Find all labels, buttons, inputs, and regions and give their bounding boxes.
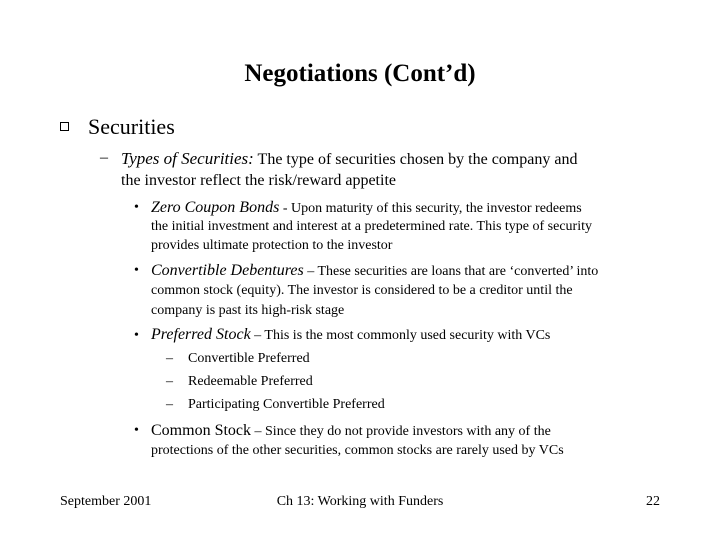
bullet-common-line2: protections of the other securities, common stocks are rarely used by VCs <box>151 443 564 458</box>
bullet-preferred-line1 <box>151 326 550 344</box>
bullet-dot-icon: • <box>134 263 139 278</box>
bullet-desc: This is the most commonly used security with VCs <box>264 328 551 343</box>
bullet-term: Preferred Stock <box>151 326 251 343</box>
bullet-common-line1 <box>151 422 551 440</box>
bullet-dot-icon: • <box>134 200 139 215</box>
footer-chapter: Ch 13: Working with Funders <box>276 494 444 509</box>
level2-line1 <box>121 149 577 169</box>
bullet-desc: These securities are loans that are ‘converted’ into <box>317 264 599 279</box>
bullet-desc: Upon maturity of this security, the investor redeems <box>290 201 582 216</box>
bullet-term: Common Stock <box>151 422 252 439</box>
bullet-separator: – <box>303 264 318 279</box>
bullet-desc: Since they do not provide investors with any of the <box>265 424 551 439</box>
bullet-debentures-line3: company is past its high-risk stage <box>151 303 345 318</box>
level2-desc-line2: the investor reflect the risk/reward appetite <box>121 172 396 189</box>
bullet-separator: – <box>250 328 265 343</box>
page-number: 22 <box>646 494 660 509</box>
bullet-dot-icon: • <box>134 423 139 438</box>
bullet-debentures-line2: common stock (equity). The investor is considered to be a creditor until the <box>151 283 573 298</box>
bullet-term: Zero Coupon Bonds <box>151 199 280 216</box>
bullet-separator: - <box>279 201 291 216</box>
level2-term: Types of Securities: <box>121 149 254 168</box>
sub-item: Redeemable Preferred <box>188 374 313 389</box>
bullet-term: Convertible Debentures <box>151 262 304 279</box>
footer-date: September 2001 <box>60 494 152 509</box>
square-bullet-icon <box>60 122 69 131</box>
bullet-debentures-line1 <box>151 262 598 280</box>
bullet-zero-coupon-line2: the initial investment and interest at a predetermined rate. This type of security <box>151 219 592 234</box>
slide-title: Negotiations (Cont’d) <box>244 60 476 87</box>
sub-item: Convertible Preferred <box>188 351 310 366</box>
sub-item: Participating Convertible Preferred <box>188 397 385 412</box>
bullet-separator: – <box>251 424 266 439</box>
bullet-zero-coupon-line3: provides ultimate protection to the investor <box>151 238 393 253</box>
level1-label: Securities <box>88 114 175 139</box>
dash-bullet-icon: – <box>166 397 173 412</box>
dash-bullet-icon: – <box>100 149 108 166</box>
bullet-dot-icon: • <box>134 328 139 343</box>
dash-bullet-icon: – <box>166 374 173 389</box>
level2-desc-line1: The type of securities chosen by the company and <box>257 151 578 168</box>
dash-bullet-icon: – <box>166 351 173 366</box>
bullet-zero-coupon-line1 <box>151 199 582 217</box>
